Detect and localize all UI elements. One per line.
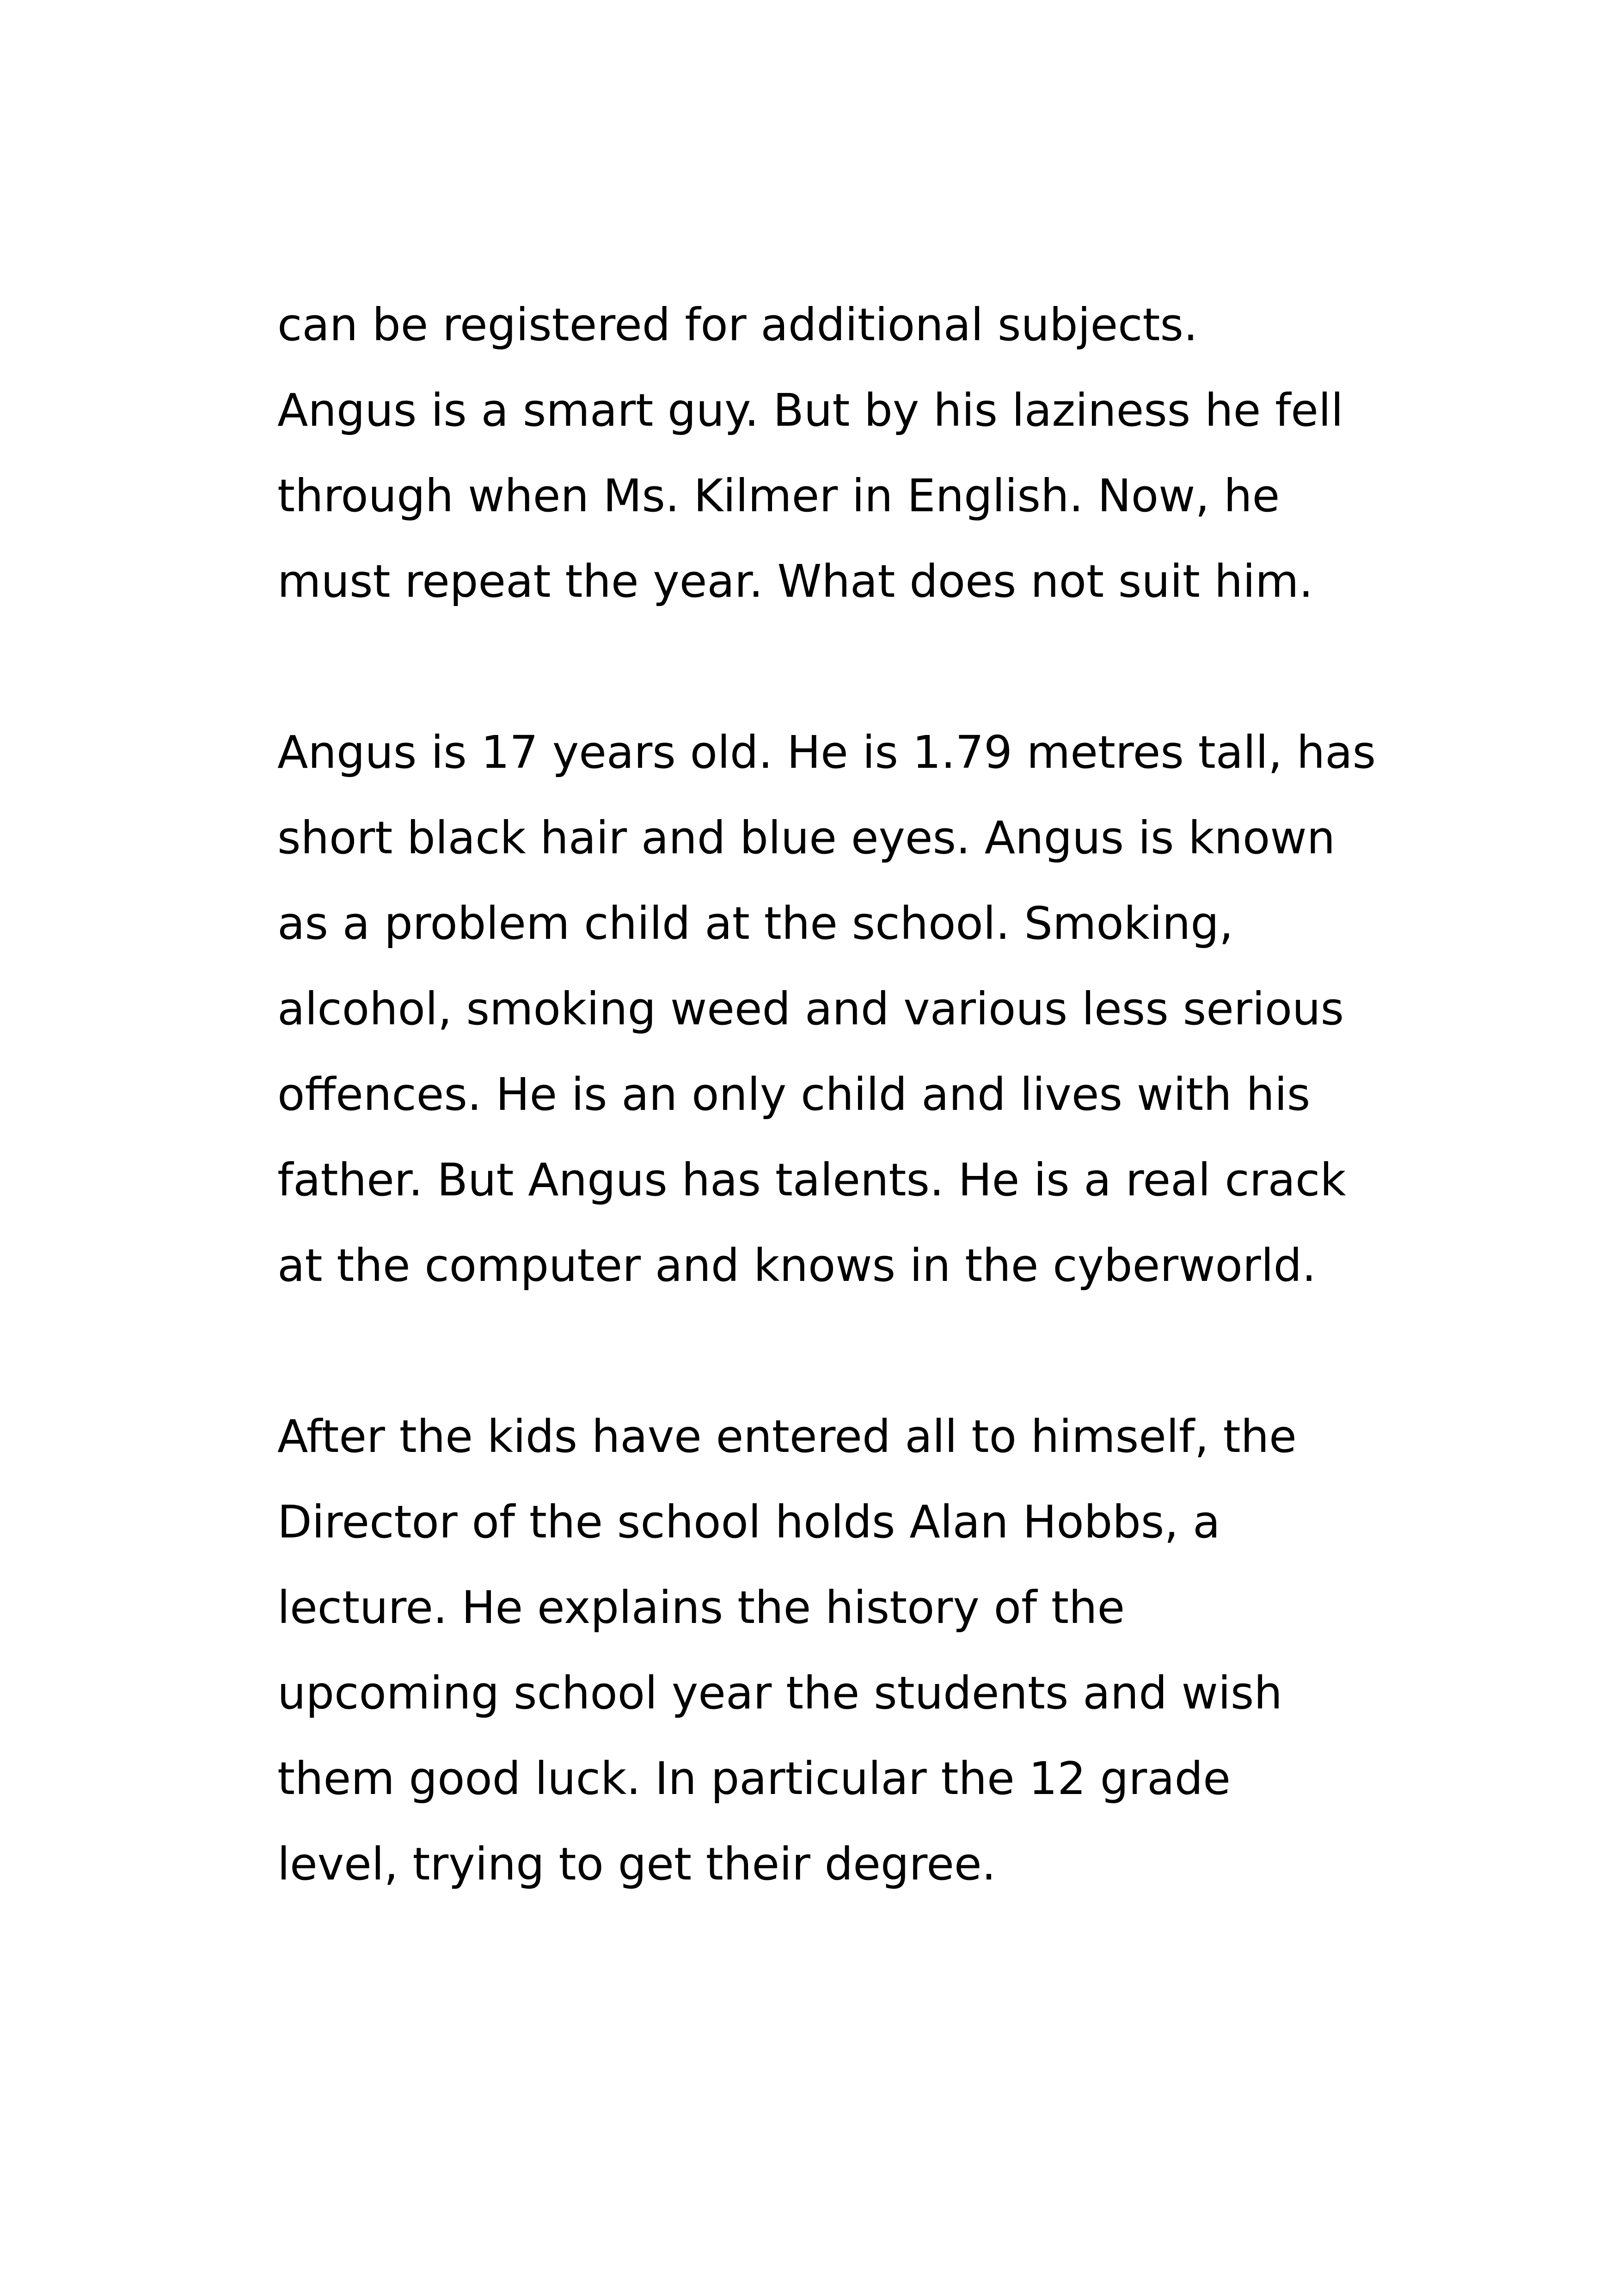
text-line: lecture. He explains the history of the [277,1581,1125,1634]
text-line: upcoming school year the students and wish [277,1667,1282,1719]
paragraph-1 [277,282,1387,624]
text-line: can be registered for additional subjects. [277,299,1198,351]
text-line: Angus is a smart guy. But by his laziness he fell [277,384,1343,436]
text-line: Angus is 17 years old. He is 1.79 metres tall, has [277,726,1376,778]
text-line: at the computer and knows in the cyberworld. [277,1239,1317,1292]
text-line: offences. He is an only child and lives with his [277,1068,1311,1120]
text-line: Director of the school holds Alan Hobbs, a [277,1496,1220,1548]
text-line: must repeat the year. What does not suit him. [277,555,1313,607]
paragraph-spacer [277,624,1387,710]
paragraph-spacer [277,1308,1387,1394]
text-line: through when Ms. Kilmer in English. Now, he [277,470,1280,522]
body-text [277,282,1387,1907]
paragraph-3 [277,1394,1387,1907]
text-line: alcohol, smoking weed and various less serious [277,983,1344,1035]
text-line: After the kids have entered all to himself, the [277,1410,1297,1463]
text-line: short black hair and blue eyes. Angus is known [277,812,1336,864]
text-line: father. But Angus has talents. He is a real crack [277,1154,1346,1206]
text-line: as a problem child at the school. Smoking, [277,897,1233,949]
paragraph-2 [277,710,1387,1308]
text-line: level, trying to get their degree. [277,1838,996,1890]
text-line: them good luck. In particular the 12 grade [277,1752,1231,1805]
